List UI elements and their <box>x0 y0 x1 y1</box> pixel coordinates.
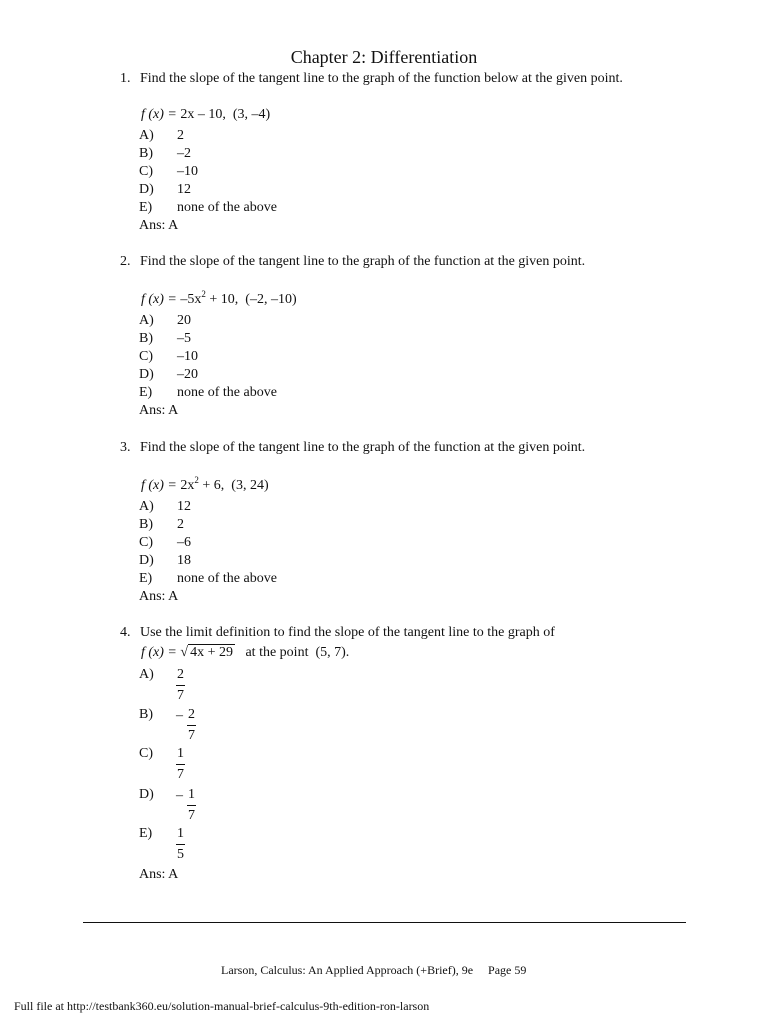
page-number: Page 59 <box>488 963 527 977</box>
option-value: –6 <box>177 535 191 550</box>
question-number: 1. <box>120 71 131 86</box>
numerator: 1 <box>176 746 185 765</box>
option-e <box>139 826 177 842</box>
option-value: 12 <box>177 499 191 514</box>
option-d <box>139 367 198 383</box>
function-after: at the point <box>245 645 309 660</box>
option-d <box>139 553 191 569</box>
option-label: A) <box>139 313 154 328</box>
option-a <box>139 128 184 144</box>
option-b <box>139 331 191 347</box>
option-value: –20 <box>177 367 198 382</box>
function-label: f (x) = <box>141 107 181 122</box>
question-2 <box>120 254 585 270</box>
question-2-function <box>141 289 297 308</box>
denominator: 5 <box>177 847 184 862</box>
numerator: 2 <box>176 667 185 686</box>
question-4 <box>120 625 555 641</box>
numerator: 1 <box>176 826 185 845</box>
option-label: B) <box>139 146 153 161</box>
option-b <box>139 517 184 533</box>
fraction <box>176 667 185 704</box>
answer: Ans: A <box>139 867 179 882</box>
answer: Ans: A <box>139 403 179 418</box>
option-value: –10 <box>177 349 198 364</box>
square-root: √ 4x + 29 <box>180 645 233 660</box>
option-label: E) <box>139 826 153 841</box>
numerator: 2 <box>187 707 196 726</box>
option-a <box>139 667 177 683</box>
option-value: 12 <box>177 182 191 197</box>
option-b <box>139 707 177 723</box>
minus-sign: – <box>176 788 183 803</box>
option-e <box>139 571 277 587</box>
option-label: B) <box>139 331 153 346</box>
denominator: 7 <box>177 688 184 703</box>
question-3-function <box>141 475 269 494</box>
option-e <box>139 200 277 216</box>
denominator: 7 <box>188 728 195 743</box>
footer-citation <box>221 963 526 978</box>
question-text: Find the slope of the tangent line to the graph of the function at the given point. <box>140 254 586 269</box>
option-c <box>139 164 198 180</box>
numerator: 1 <box>187 787 196 806</box>
function-label: f (x) = <box>141 645 181 660</box>
question-number: 2. <box>120 254 131 269</box>
option-value: none of the above <box>177 200 277 215</box>
option-label: C) <box>139 349 153 364</box>
option-value: –2 <box>177 146 191 161</box>
question-1 <box>120 71 623 87</box>
function-rhs: 2x – 10, <box>180 107 226 122</box>
denominator: 7 <box>177 767 184 782</box>
option-label: E) <box>139 200 153 215</box>
answer: Ans: A <box>139 218 179 233</box>
function-point: (3, 24) <box>231 478 269 493</box>
question-1-function <box>141 107 270 123</box>
question-text: Use the limit definition to find the slope of the tangent line to the graph of <box>140 625 555 640</box>
option-value: –10 <box>177 164 198 179</box>
option-a <box>139 313 191 329</box>
option-value: none of the above <box>177 385 277 400</box>
function-point: (3, –4) <box>232 107 271 122</box>
option-label: D) <box>139 182 154 197</box>
option-d <box>139 182 191 198</box>
option-label: D) <box>139 553 154 568</box>
function-exponent: 2 <box>201 289 206 299</box>
function-rest: + 10, <box>205 292 239 307</box>
question-text: Find the slope of the tangent line to the graph of the function below at the given point. <box>140 71 623 86</box>
function-coef: 2x <box>180 478 195 493</box>
function-label: f (x) = <box>141 478 181 493</box>
option-c <box>139 746 177 762</box>
option-c <box>139 349 198 365</box>
function-label: f (x) = <box>141 292 181 307</box>
option-value: 2 <box>177 128 184 143</box>
function-point: (5, 7). <box>315 645 350 660</box>
option-label: D) <box>139 787 154 802</box>
option-value: 2 <box>177 517 184 532</box>
option-label: D) <box>139 367 154 382</box>
question-4-function <box>141 645 349 661</box>
function-point: (–2, –10) <box>245 292 297 307</box>
option-a <box>139 499 191 515</box>
option-label: A) <box>139 667 154 682</box>
watermark-link[interactable]: Full file at http://testbank360.eu/solution-manual-brief-calculus-9th-edition-ron-larson <box>14 999 430 1013</box>
minus-sign: – <box>176 708 183 723</box>
option-e <box>139 385 277 401</box>
option-c <box>139 535 191 551</box>
function-coef: –5x <box>180 292 202 307</box>
function-rest: + 6, <box>198 478 225 493</box>
option-d <box>139 787 177 803</box>
option-label: A) <box>139 128 154 143</box>
answer: Ans: A <box>139 589 179 604</box>
question-text: Find the slope of the tangent line to the graph of the function at the given point. <box>140 440 586 455</box>
radicand: 4x + 29 <box>190 645 233 660</box>
question-3 <box>120 440 585 456</box>
fraction <box>176 746 185 783</box>
fraction <box>176 826 185 863</box>
fraction <box>187 707 196 744</box>
option-value: none of the above <box>177 571 277 586</box>
option-value: 18 <box>177 553 191 568</box>
page-title: Chapter 2: Differentiation <box>290 47 478 67</box>
function-exponent: 2 <box>194 475 199 485</box>
option-label: E) <box>139 571 153 586</box>
option-label: C) <box>139 535 153 550</box>
option-value: 20 <box>177 313 191 328</box>
fraction <box>187 787 196 824</box>
option-label: C) <box>139 164 153 179</box>
question-number: 4. <box>120 625 131 640</box>
option-b <box>139 146 191 162</box>
option-label: E) <box>139 385 153 400</box>
option-label: C) <box>139 746 153 761</box>
option-value: –5 <box>177 331 191 346</box>
option-label: B) <box>139 707 153 722</box>
footer-divider <box>83 922 686 923</box>
denominator: 7 <box>188 808 195 823</box>
option-label: B) <box>139 517 153 532</box>
citation-text: Larson, Calculus: An Applied Approach (+Brief), 9e <box>221 963 474 977</box>
option-label: A) <box>139 499 154 514</box>
question-number: 3. <box>120 440 131 455</box>
